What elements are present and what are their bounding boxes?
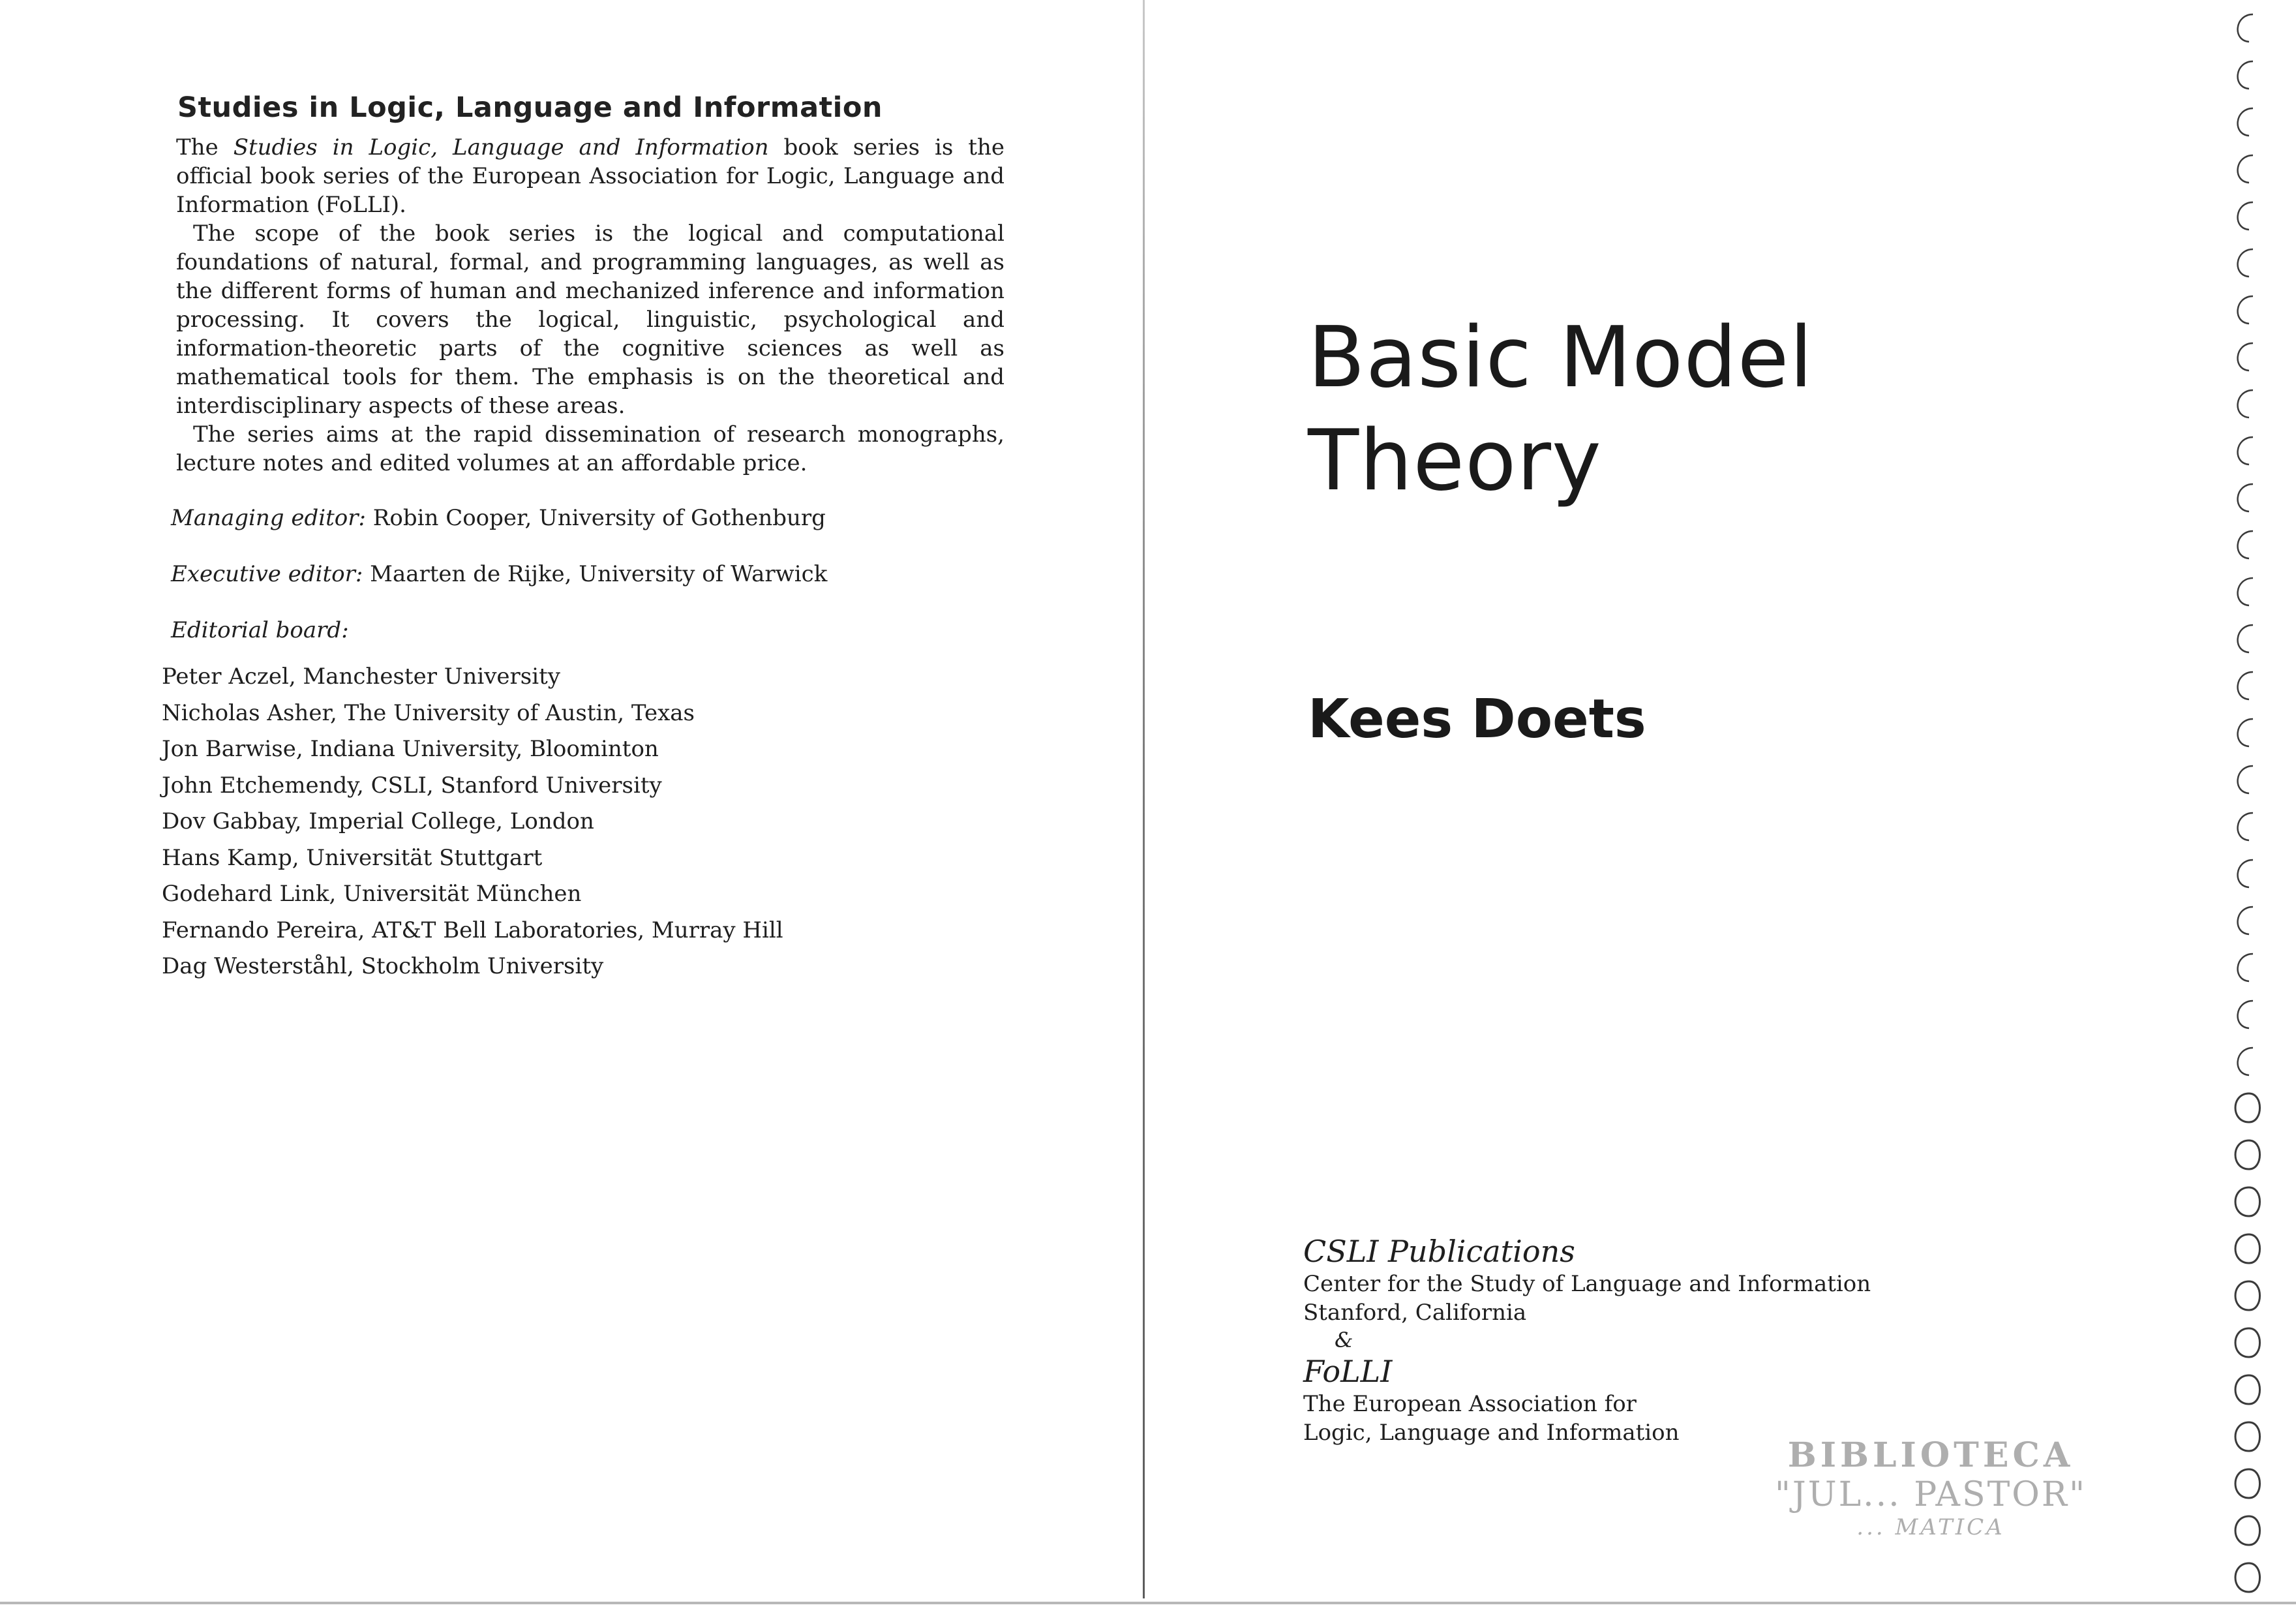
stamp-line-1: BIBLIOTECA [1787, 1435, 2074, 1475]
managing-editor-label: Managing editor: [171, 505, 366, 531]
binding-ring-icon [2235, 1563, 2260, 1592]
managing-editor [171, 504, 1004, 532]
series-name-italic: Studies in Logic, Language and Information [233, 134, 769, 160]
binding-ring-icon [2235, 1187, 2260, 1216]
page-bottom-edge [0, 1602, 2296, 1604]
binding-ring-icon [2238, 296, 2253, 324]
book-author: Kees Doets [1308, 688, 1646, 750]
series-paragraph-2: The scope of the book series is the logical and computational foundations of natural, formal, and programming languages, as well as the different forms of human and mechanized inference and information processing. It covers the logical, linguistic, psychological and information-theoretic parts of the cognitive sciences as well as mathematical tools for them. The emphasis is on the theoretical and interdisciplinary aspects of these areas. [176, 221, 1004, 419]
copublisher-line-1: The European Association for [1303, 1391, 1637, 1417]
binding-ring-icon [2238, 719, 2253, 746]
binding-ring-icon [2238, 954, 2253, 981]
board-member: Jon Barwise, Indiana University, Bloominton [162, 736, 659, 762]
binding-ring-icon [2238, 1001, 2253, 1028]
binding-ring-icon [2238, 578, 2253, 605]
binding-ring-icon [2238, 813, 2253, 840]
board-member: Godehard Link, Universität München [162, 881, 582, 907]
binding-ring-icon [2238, 390, 2253, 418]
editorial-board-list [162, 659, 1004, 985]
left-page [157, 91, 1004, 985]
stamp-line-2: "JUL... PASTOR" [1774, 1475, 2087, 1514]
editorial-board-label: Editorial board: [171, 617, 349, 643]
series-description [176, 133, 1004, 478]
paragraph-1-rest: book series is the official book series of the European Association for Logic, Language and Information (FoLLI). [176, 134, 1004, 218]
binding-ring-icon [2235, 1469, 2260, 1498]
binding-ring-icon [2238, 437, 2253, 465]
board-member: Dag Westerståhl, Stockholm University [162, 953, 604, 979]
board-member: John Etchemendy, CSLI, Stanford University [162, 772, 662, 799]
copublisher-line-2: Logic, Language and Information [1303, 1420, 1680, 1446]
binding-ring-icon [2238, 155, 2253, 183]
publisher-line-1: Center for the Study of Language and Information [1303, 1271, 1871, 1297]
executive-editor-value: Maarten de Rijke, University of Warwick [363, 561, 828, 587]
binding-ring-icon [2238, 484, 2253, 511]
series-title: Studies in Logic, Language and Information [177, 91, 883, 124]
publisher-name: CSLI Publications [1303, 1234, 1575, 1269]
book-title-line-1: Basic Model [1308, 309, 1813, 406]
binding-ring-icon [2238, 625, 2253, 652]
board-member: Nicholas Asher, The University of Austin, Texas [162, 699, 695, 726]
binding-ring-icon [2238, 1048, 2253, 1075]
binding-ring-icon [2238, 202, 2253, 230]
binding-ring-icon [2235, 1281, 2260, 1310]
board-member: Hans Kamp, Universität Stuttgart [162, 844, 543, 871]
binding-ring-icon [2235, 1422, 2260, 1451]
spiral-binding-icon [2226, 0, 2265, 1618]
publisher-ampersand: & [1335, 1328, 1353, 1352]
managing-editor-value: Robin Cooper, University of Gothenburg [365, 505, 826, 531]
series-paragraph-1 [176, 133, 1004, 219]
book-title [1308, 307, 1813, 513]
series-paragraph-3: The series aims at the rapid dissemination of research monographs, lecture notes and edited volumes at an affordable price. [176, 421, 1004, 476]
binding-ring-icon [2238, 860, 2253, 887]
binding-ring-icon [2238, 108, 2253, 136]
binding-ring-icon [2235, 1234, 2260, 1263]
board-member: Fernando Pereira, AT&T Bell Laboratories, Murray Hill [162, 917, 783, 943]
book-title-line-2: Theory [1308, 412, 1602, 510]
binding-ring-icon [2238, 531, 2253, 558]
editorial-board-heading [171, 616, 1004, 645]
stamp-line-3: ... MATICA [1856, 1514, 2005, 1540]
library-stamp [1715, 1435, 2146, 1540]
publisher-line-2: Stanford, California [1303, 1300, 1527, 1326]
book-gutter [1143, 0, 1145, 1598]
copublisher-name: FoLLI [1303, 1354, 1393, 1389]
binding-ring-icon [2238, 61, 2253, 89]
executive-editor [171, 560, 1004, 588]
binding-ring-icon [2235, 1328, 2260, 1357]
binding-ring-icon [2235, 1140, 2260, 1169]
binding-ring-icon [2235, 1516, 2260, 1545]
binding-ring-icon [2238, 672, 2253, 699]
binding-ring-icon [2238, 14, 2253, 42]
board-member: Peter Aczel, Manchester University [162, 664, 560, 690]
binding-ring-icon [2235, 1375, 2260, 1404]
binding-ring-icon [2238, 343, 2253, 371]
board-member: Dov Gabbay, Imperial College, London [162, 808, 594, 834]
binding-ring-icon [2238, 907, 2253, 934]
binding-ring-icon [2238, 249, 2253, 277]
executive-editor-label: Executive editor: [171, 561, 363, 587]
binding-ring-icon [2238, 766, 2253, 793]
paragraph-1-lead: The [176, 134, 234, 160]
publisher-block [1303, 1233, 1871, 1447]
binding-ring-icon [2235, 1093, 2260, 1122]
